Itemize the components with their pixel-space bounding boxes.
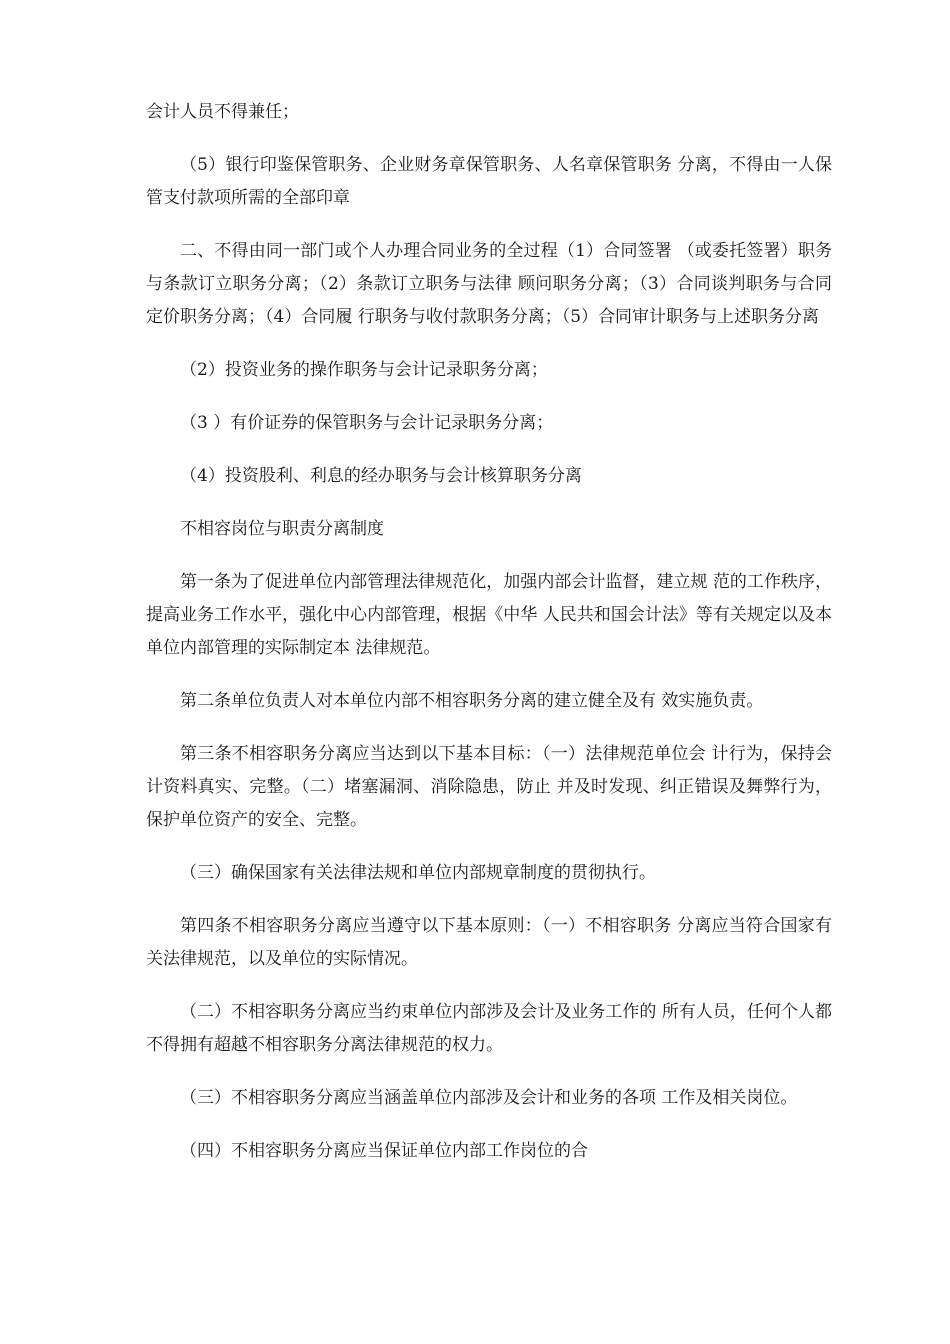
paragraph-3: 二、不得由同一部门或个人办理合同业务的全过程（1）合同签署 （或委托签署）职务与条款订立职务分离；（2）条款订立职务与法律 顾问职务分离；（3）合同谈判职务与合同定价职务分离；（4）合同履 行职务与收付款职务分离；（5）合同审计职务与上述职务分离 (146, 241, 832, 327)
article-4-item-4: （四）不相容职务分离应当保证单位内部工作岗位的合 (180, 1141, 588, 1161)
article-4-item-3: （三）不相容职务分离应当涵盖单位内部涉及会计和业务的各项 工作及相关岗位。 (180, 1088, 798, 1108)
article-4: 第四条不相容职务分离应当遵守以下基本原则：（一）不相容职务 分离应当符合国家有关法律规范，以及单位的实际情况。 (146, 916, 832, 969)
article-1: 第一条为了促进单位内部管理法律规范化，加强内部会计监督，建立规 范的工作秩序，提高业务工作水平，强化中心内部管理，根据《中华 人民共和国会计法》等有关规定以及本单位内部管理的实际制定本 法律规范。 (146, 572, 832, 658)
paragraph-4: （2）投资业务的操作职务与会计记录职务分离； (180, 360, 548, 380)
article-2: 第二条单位负责人对本单位内部不相容职务分离的建立健全及有 效实施负责。 (180, 691, 764, 711)
article-4-item-2: （二）不相容职务分离应当约束单位内部涉及会计及业务工作的 所有人员，任何个人都不得拥有超越不相容职务分离法律规范的权力。 (146, 1002, 832, 1055)
paragraph-5: （3 ）有价证券的保管职务与会计记录职务分离； (180, 413, 554, 433)
paragraph-1: 会计人员不得兼任； (146, 102, 299, 122)
section-heading: 不相容岗位与职责分离制度 (180, 519, 384, 539)
article-3-item-3: （三）确保国家有关法律法规和单位内部规章制度的贯彻执行。 (180, 863, 656, 883)
document-page (146, 96, 832, 1168)
paragraph-6: （4）投资股利、利息的经办职务与会计核算职务分离 (180, 466, 582, 486)
paragraph-2: （5）银行印鉴保管职务、企业财务章保管职务、人名章保管职务 分离，不得由一人保管支付款项所需的全部印章 (146, 155, 832, 208)
article-3: 第三条不相容职务分离应当达到以下基本目标：（一）法律规范单位会 计行为，保持会计资料真实、完整。（二）堵塞漏洞、消除隐患，防止 并及时发现、纠正错误及舞弊行为，保护单位资产的安全、完整。 (146, 744, 832, 830)
